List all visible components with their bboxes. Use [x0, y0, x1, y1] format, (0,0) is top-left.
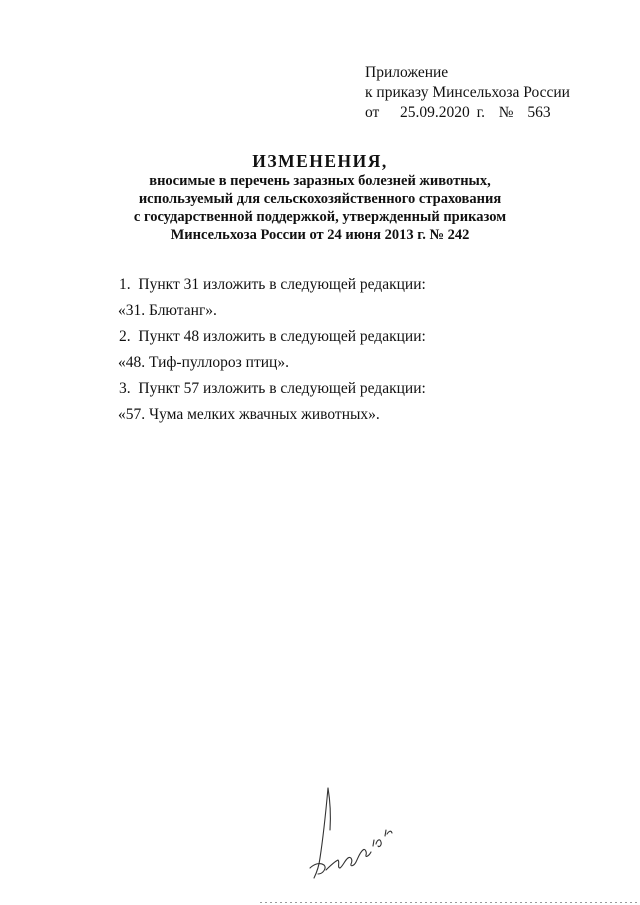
appendix-order-reference: к приказу Минсельхоза России [365, 84, 570, 101]
document-title-block [80, 150, 560, 244]
amendment-item-3-instruction: 3. Пункт 57 изложить в следующей редакции: [119, 380, 426, 397]
handwritten-signature [290, 770, 410, 890]
appendix-label: Приложение [365, 64, 449, 81]
amendment-item-2-instruction: 2. Пункт 48 изложить в следующей редакции: [119, 328, 426, 345]
amendment-item-3-text: «57. Чума мелких жвачных животных». [118, 406, 380, 423]
subtitle-line-2: используемый для сельскохозяйственного страхования [138, 191, 502, 207]
document-title: ИЗМЕНЕНИЯ, [252, 151, 388, 171]
amendments-list [118, 272, 426, 428]
document-subtitle [80, 172, 560, 244]
subtitle-line-1: вносимые в перечень заразных болезней животных, [149, 173, 491, 189]
amendment-item-1-text: «31. Блютанг». [118, 302, 217, 319]
amendment-item-2-text: «48. Тиф-пуллороз птиц». [118, 354, 289, 371]
scan-edge-line [260, 902, 640, 903]
subtitle-line-4: Минсельхоза России от 24 июня 2013 г. № 242 [170, 227, 470, 243]
amendment-item-1-instruction: 1. Пункт 31 изложить в следующей редакции: [119, 276, 426, 293]
appendix-header [365, 63, 570, 123]
appendix-order-date-number: от 25.09.2020 г. № 563 [365, 104, 551, 121]
subtitle-line-3: с государственной поддержкой, утвержденный приказом [133, 209, 507, 225]
